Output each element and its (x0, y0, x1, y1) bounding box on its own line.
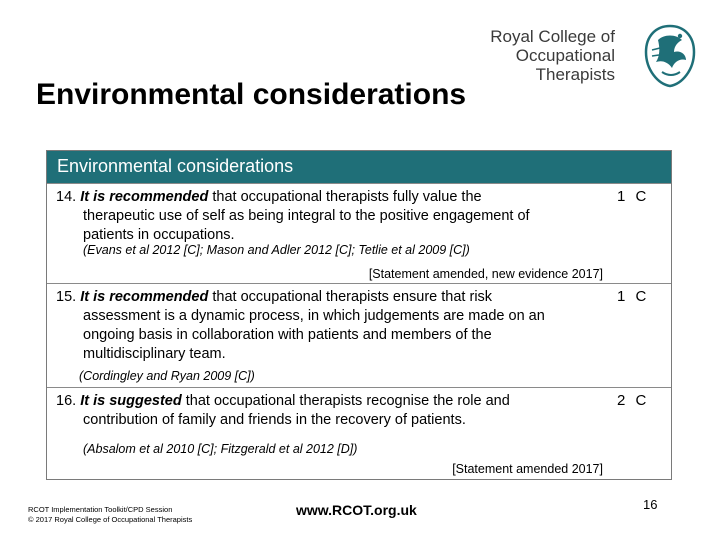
recommendation-text (56, 188, 601, 245)
grade-cell: 2 C (617, 392, 650, 409)
evidence-references: (Cordingley and Ryan 2009 [C]) (79, 369, 255, 383)
grade-cell: 1 C (617, 188, 650, 205)
logo-line-1: Royal College of (490, 27, 615, 46)
recommendation-lead: It is recommended (80, 289, 209, 305)
recommendation-number: 15. (56, 289, 77, 305)
recommendation-lead: It is suggested (80, 393, 182, 409)
table-row (47, 387, 671, 479)
recommendation-text-first: that occupational therapists ensure that risk (208, 289, 493, 305)
footer-line-2: © 2017 Royal College of Occupational Therapists (28, 515, 193, 524)
footer-copyright (28, 505, 192, 525)
logo-wordmark (490, 27, 615, 84)
recommendation-line: patients in occupations. (83, 227, 235, 243)
recommendation-text-first: that occupational therapists fully value the (208, 189, 482, 205)
recommendation-line: contribution of family and friends in the recovery of patients. (83, 412, 466, 428)
rcot-logo (490, 20, 700, 90)
evidence-references: (Absalom et al 2010 [C]; Fitzgerald et al 2012 [D]) (83, 442, 358, 456)
recommendations-table (46, 150, 672, 480)
logo-line-2: Occupational (515, 46, 615, 65)
grade-cell: 1 C (617, 288, 650, 305)
slide-title: Environmental considerations (36, 78, 467, 111)
recommendation-line: multidisciplinary team. (83, 346, 226, 362)
footer-website-link[interactable]: www.RCOT.org.uk (296, 502, 417, 518)
table-row (47, 183, 671, 283)
logo-line-3: Therapists (535, 65, 615, 84)
page-number: 16 (643, 497, 658, 512)
recommendation-line: ongoing basis in collaboration with patients and members of the (83, 327, 492, 343)
recommendation-text-first: that occupational therapists recognise the role and (181, 393, 510, 409)
recommendation-text (56, 288, 601, 364)
table-header: Environmental considerations (47, 151, 671, 183)
table-row (47, 283, 671, 387)
recommendation-line: assessment is a dynamic process, in which judgements are made on an (83, 308, 545, 324)
evidence-references: (Evans et al 2012 [C]; Mason and Adler 2012 [C]; Tetlie et al 2009 [C]) (83, 243, 470, 257)
recommendation-number: 16. (56, 393, 77, 409)
amendment-note: [Statement amended, new evidence 2017] (368, 267, 603, 281)
amendment-note: [Statement amended 2017] (452, 462, 603, 476)
recommendation-text (56, 392, 601, 430)
rcot-emblem-icon (640, 22, 700, 90)
footer-line-1: RCOT Implementation Toolkit/CPD Session (28, 505, 173, 514)
recommendation-number: 14. (56, 189, 77, 205)
recommendation-lead: It is recommended (80, 189, 209, 205)
recommendation-line: therapeutic use of self as being integral to the positive engagement of (83, 208, 530, 224)
